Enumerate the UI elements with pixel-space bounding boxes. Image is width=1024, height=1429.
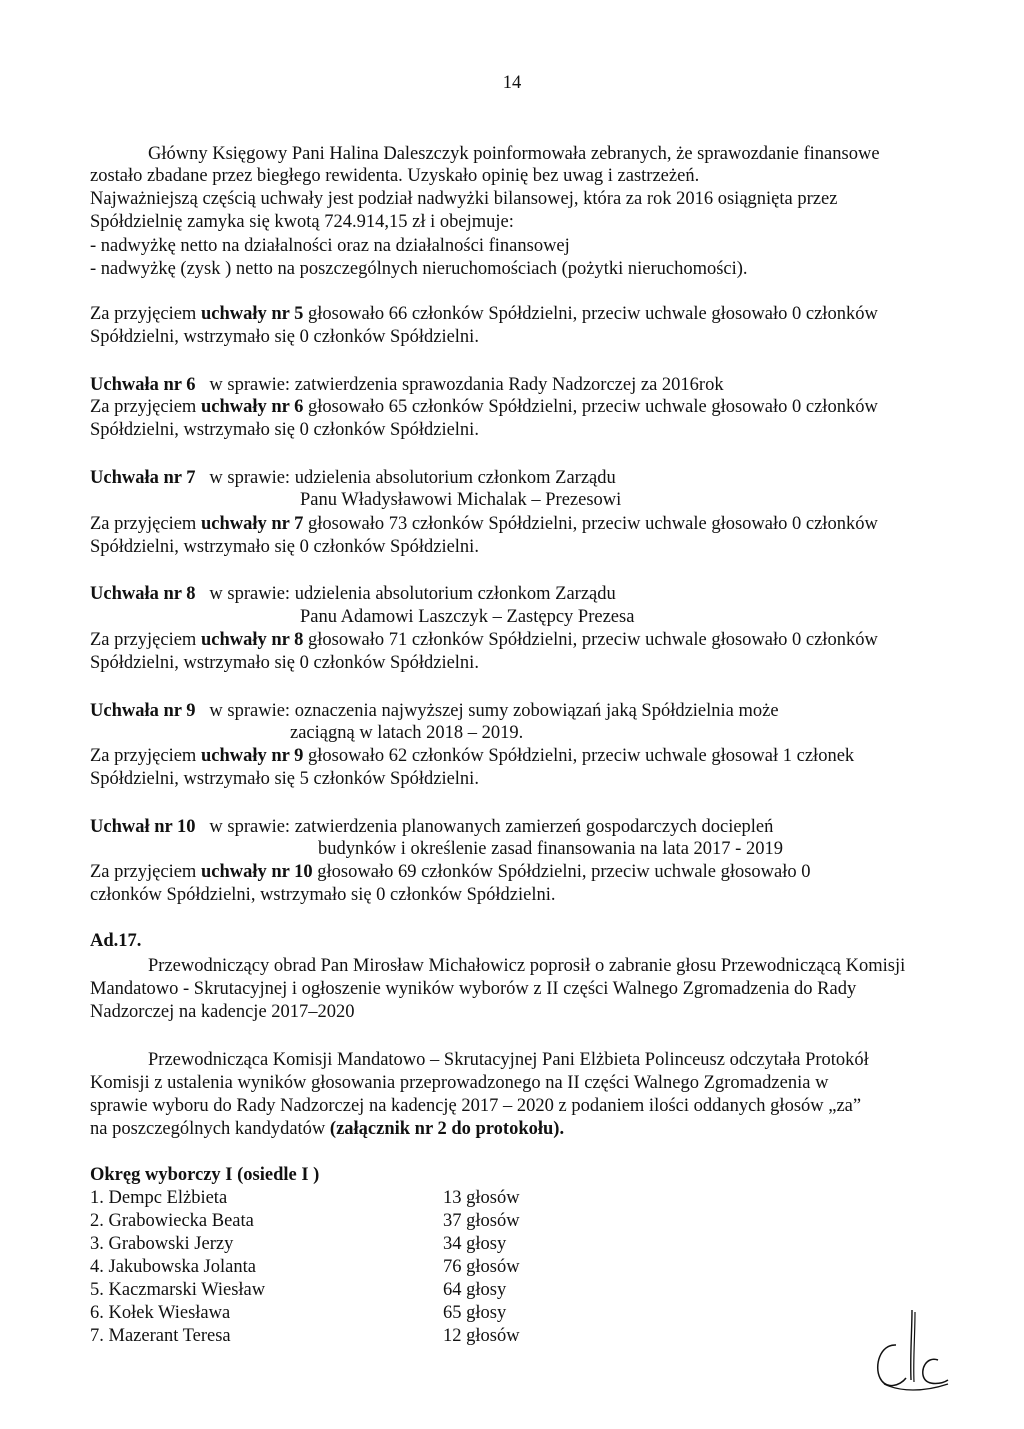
vote-detail: głosowało 71 członków Spółdzielni, przeciw uchwale głosowało 0 członków [308,630,878,650]
vote-detail: głosowało 69 członków Spółdzielni, przeciw uchwale głosowało 0 [317,862,811,882]
candidate-name: 2. Grabowiecka Beata [90,1211,254,1231]
vote-result-10-line2: członków Spółdzielni, wstrzymało się 0 członków Spółdzielni. [90,885,556,905]
vote-prefix: Za przyjęciem [90,514,197,534]
resolution-subject: w sprawie: udzielenia absolutorium członkom Zarządu [209,468,616,488]
vote-result-6 [90,396,878,418]
vote-result-6-line2: Spółdzielni, wstrzymało się 0 członków Spółdzielni. [90,420,479,440]
candidate-name: 1. Dempc Elżbieta [90,1188,228,1208]
vote-result-7 [90,513,878,535]
vote-result-9 [90,745,854,767]
resolution-title: Uchwała nr 7 [90,468,196,488]
candidate-votes: 12 głosów [443,1326,520,1346]
resolution-title: Uchwała nr 6 [90,375,196,395]
vote-detail: głosowało 73 członków Spółdzielni, przeciw uchwale głosowało 0 członków [308,514,878,534]
paragraph-line: Przewodnicząca Komisji Mandatowo – Skrutacyjnej Pani Elżbieta Polinceusz odczytała Protokół [148,1050,869,1070]
vote-result-9-line2: Spółdzielni, wstrzymało się 5 członków Spółdzielni. [90,769,479,789]
paragraph-line: Przewodniczący obrad Pan Mirosław Michałowicz poprosił o zabranie głosu Przewodniczącą Komisji [148,956,906,976]
resolution-ref: uchwały nr 7 [200,514,304,534]
resolution-7-heading [90,467,616,489]
candidate-votes: 34 głosy [443,1234,507,1254]
vote-detail: głosowało 66 członków Spółdzielni, przeciw uchwale głosowało 0 członków [308,304,878,324]
agenda-item-heading: Ad.17. [90,931,142,951]
candidate-name: 4. Jakubowska Jolanta [90,1257,256,1277]
resolution-ref: uchwały nr 6 [200,397,304,417]
resolution-6-heading [90,374,724,396]
paragraph-line: zostało zbadane przez biegłego rewidenta. Uzyskało opinię bez uwag i zastrzeżeń. [90,166,700,186]
paragraph-line: Główny Księgowy Pani Halina Daleszczyk poinformowała zebranych, że sprawozdanie finansowe [148,144,880,164]
district-heading: Okręg wyborczy I (osiedle I ) [90,1165,320,1185]
vote-detail: głosowało 62 członków Spółdzielni, przeciw uchwale głosował 1 członek [308,746,855,766]
attachment-ref: (załącznik nr 2 do protokołu). [329,1119,565,1139]
vote-result-8 [90,629,878,651]
candidate-votes: 65 głosy [443,1303,507,1323]
paragraph-line: Spółdzielnię zamyka się kwotą 724.914,15 zł i obejmuje: [90,212,514,232]
candidate-name: 7. Mazerant Teresa [90,1326,231,1346]
candidate-name: 5. Kaczmarski Wiesław [90,1280,266,1300]
candidate-name: 3. Grabowski Jerzy [90,1234,234,1254]
resolution-title: Uchwał nr 10 [90,817,196,837]
paragraph-text: na poszczególnych kandydatów [90,1119,326,1139]
vote-result-8-line2: Spółdzielni, wstrzymało się 0 członków Spółdzielni. [90,653,479,673]
resolution-subject-line2: zaciągną w latach 2018 – 2019. [290,723,524,743]
resolution-title: Uchwała nr 8 [90,584,196,604]
candidate-votes: 37 głosów [443,1211,520,1231]
resolution-ref: uchwały nr 5 [200,304,304,324]
vote-result-5 [90,303,878,325]
resolution-subject-line2: budynków i określenie zasad finansowania na lata 2017 - 2019 [318,839,783,859]
resolution-10-heading [90,816,773,838]
resolution-subject: w sprawie: zatwierdzenia planowanych zamierzeń gospodarczych dociepleń [209,817,774,837]
vote-result-7-line2: Spółdzielni, wstrzymało się 0 członków Spółdzielni. [90,537,479,557]
vote-prefix: Za przyjęciem [90,630,197,650]
resolution-title: Uchwała nr 9 [90,701,196,721]
paragraph-line: Komisji z ustalenia wyników głosowania przeprowadzonego na II części Walnego Zgromadzenia w [90,1073,829,1093]
vote-prefix: Za przyjęciem [90,746,197,766]
vote-detail: głosowało 65 członków Spółdzielni, przeciw uchwale głosowało 0 członków [308,397,878,417]
vote-result-5-line2: Spółdzielni, wstrzymało się 0 członków Spółdzielni. [90,327,479,347]
resolution-subject: w sprawie: oznaczenia najwyższej sumy zobowiązań jaką Spółdzielnia może [209,701,779,721]
paragraph-line [90,1118,564,1140]
candidate-votes: 13 głosów [443,1188,520,1208]
paragraph-line: Nadzorczej na kadencje 2017–2020 [90,1002,355,1022]
resolution-ref: uchwały nr 10 [200,862,313,882]
resolution-ref: uchwały nr 9 [200,746,304,766]
resolution-subject: w sprawie: udzielenia absolutorium członkom Zarządu [209,584,616,604]
candidate-votes: 76 głosów [443,1257,520,1277]
paragraph-line: Mandatowo - Skrutacyjnej i ogłoszenie wyników wyborów z II części Walnego Zgromadzenia do Rady [90,979,857,999]
paragraph-line: - nadwyżkę netto na działalności oraz na działalności finansowej [90,236,570,256]
paragraph-line: - nadwyżkę (zysk ) netto na poszczególnych nieruchomościach (pożytki nieruchomości). [90,259,748,279]
resolution-subject-line2: Panu Władysławowi Michalak – Prezesowi [300,490,622,510]
resolution-subject: w sprawie: zatwierdzenia sprawozdania Rady Nadzorczej za 2016rok [209,375,724,395]
vote-prefix: Za przyjęciem [90,397,197,417]
vote-prefix: Za przyjęciem [90,862,197,882]
resolution-ref: uchwały nr 8 [200,630,304,650]
paragraph-line: Najważniejszą częścią uchwały jest podział nadwyżki bilansowej, która za rok 2016 osiągnięta przez [90,189,838,209]
page-number: 14 [502,73,522,93]
candidate-votes: 64 głosy [443,1280,507,1300]
resolution-8-heading [90,583,616,605]
resolution-9-heading [90,700,779,722]
vote-prefix: Za przyjęciem [90,304,197,324]
handwritten-initials [866,1300,966,1410]
candidate-name: 6. Kołek Wiesława [90,1303,231,1323]
vote-result-10 [90,861,811,883]
resolution-subject-line2: Panu Adamowi Laszczyk – Zastępcy Prezesa [300,607,635,627]
paragraph-line: sprawie wyboru do Rady Nadzorczej na kadencję 2017 – 2020 z podaniem ilości oddanych głosów „za” [90,1096,862,1116]
